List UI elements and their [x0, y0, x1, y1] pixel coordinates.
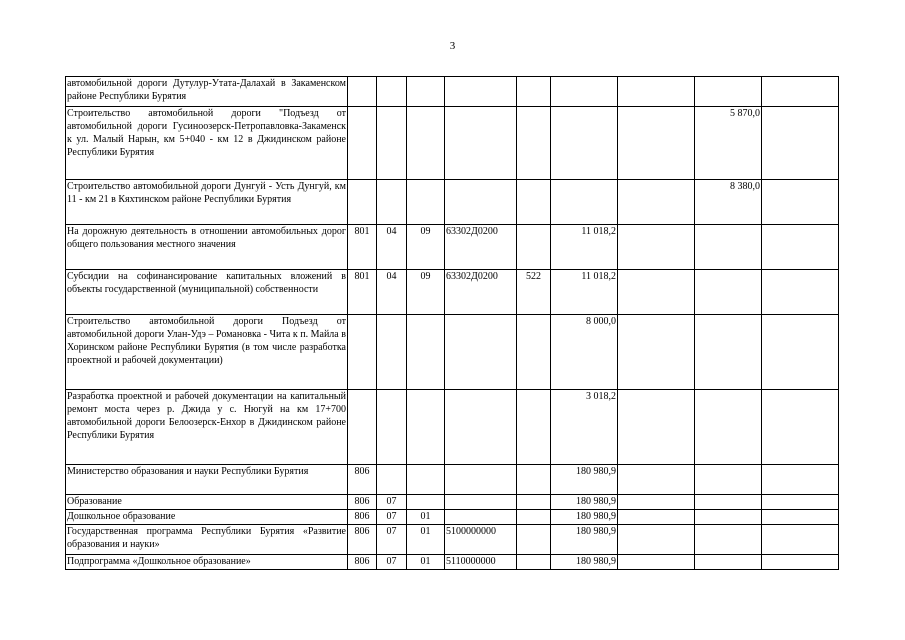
amount-cell	[551, 77, 618, 107]
amount-cell	[551, 107, 618, 180]
section-code-cell	[377, 77, 407, 107]
subsection-code-cell: 01	[407, 555, 445, 570]
program-code-cell	[445, 180, 517, 225]
item-name-cell: Строительство автомобильной дороги Дунгуй - Усть Дунгуй, км 11 - км 21 в Кяхтинском районе Республики Бурятия	[66, 180, 348, 225]
amount-cell	[695, 225, 762, 270]
section-code-cell	[377, 315, 407, 390]
item-name-cell: Строительство автомобильной дороги "Подъезд от автомобильной дороги Гусиноозерск-Петропавловка-Закаменск к ул. Малый Нарын, км 5+040 - км 12 в Джидинском районе Республики Бурятия	[66, 107, 348, 180]
section-code-cell	[377, 107, 407, 180]
expense-type-cell	[517, 225, 551, 270]
program-code-cell	[445, 315, 517, 390]
subsection-code-cell: 01	[407, 525, 445, 555]
ministry-code-cell: 806	[348, 495, 377, 510]
amount-cell: 8 380,0	[695, 180, 762, 225]
amount-cell	[762, 180, 839, 225]
table-row	[66, 107, 839, 180]
item-name-cell: Субсидии на софинансирование капитальных вложений в объекты государственной (муниципальной) собственности	[66, 270, 348, 315]
amount-cell	[695, 465, 762, 495]
ministry-code-cell: 806	[348, 525, 377, 555]
expense-type-cell	[517, 390, 551, 465]
ministry-code-cell: 801	[348, 225, 377, 270]
table-row	[66, 555, 839, 570]
amount-cell	[762, 510, 839, 525]
program-code-cell	[445, 510, 517, 525]
amount-cell	[762, 107, 839, 180]
ministry-code-cell	[348, 107, 377, 180]
amount-cell	[695, 495, 762, 510]
expense-type-cell	[517, 495, 551, 510]
program-code-cell: 5110000000	[445, 555, 517, 570]
amount-cell	[762, 77, 839, 107]
amount-cell	[618, 315, 695, 390]
subsection-code-cell: 01	[407, 510, 445, 525]
amount-cell: 11 018,2	[551, 225, 618, 270]
expense-type-cell	[517, 315, 551, 390]
section-code-cell: 07	[377, 510, 407, 525]
subsection-code-cell	[407, 77, 445, 107]
amount-cell	[695, 555, 762, 570]
amount-cell	[618, 465, 695, 495]
program-code-cell	[445, 495, 517, 510]
amount-cell	[762, 525, 839, 555]
ministry-code-cell: 806	[348, 555, 377, 570]
amount-cell	[762, 555, 839, 570]
subsection-code-cell	[407, 107, 445, 180]
subsection-code-cell	[407, 390, 445, 465]
section-code-cell	[377, 390, 407, 465]
amount-cell	[762, 315, 839, 390]
expense-type-cell	[517, 555, 551, 570]
table-row	[66, 77, 839, 107]
amount-cell	[618, 510, 695, 525]
subsection-code-cell	[407, 495, 445, 510]
amount-cell	[618, 525, 695, 555]
amount-cell	[618, 555, 695, 570]
table-row	[66, 180, 839, 225]
item-name-cell: Министерство образования и науки Республики Бурятия	[66, 465, 348, 495]
item-name-cell: На дорожную деятельность в отношении автомобильных дорог общего пользования местного значения	[66, 225, 348, 270]
subsection-code-cell	[407, 180, 445, 225]
program-code-cell: 5100000000	[445, 525, 517, 555]
amount-cell	[762, 465, 839, 495]
item-name-cell: Строительство автомобильной дороги Подъезд от автомобильной дороги Улан-Удэ – Романовка - Чита к п. Майла в Хоринском районе Республики Бурятия (в том числе разработка проектной и рабочей документации)	[66, 315, 348, 390]
amount-cell: 180 980,9	[551, 525, 618, 555]
amount-cell	[695, 510, 762, 525]
amount-cell	[695, 270, 762, 315]
amount-cell: 11 018,2	[551, 270, 618, 315]
section-code-cell	[377, 180, 407, 225]
amount-cell	[618, 107, 695, 180]
amount-cell	[695, 390, 762, 465]
item-name-cell: Государственная программа Республики Бурятия «Развитие образования и науки»	[66, 525, 348, 555]
ministry-code-cell	[348, 180, 377, 225]
amount-cell	[695, 77, 762, 107]
section-code-cell: 07	[377, 555, 407, 570]
ministry-code-cell: 806	[348, 510, 377, 525]
amount-cell	[618, 225, 695, 270]
section-code-cell	[377, 465, 407, 495]
expense-type-cell	[517, 525, 551, 555]
table-row	[66, 390, 839, 465]
amount-cell	[762, 270, 839, 315]
subsection-code-cell	[407, 465, 445, 495]
ministry-code-cell: 806	[348, 465, 377, 495]
program-code-cell: 63302Д0200	[445, 270, 517, 315]
table-row	[66, 270, 839, 315]
item-name-cell: Подпрограмма «Дошкольное образование»	[66, 555, 348, 570]
amount-cell	[618, 77, 695, 107]
subsection-code-cell: 09	[407, 270, 445, 315]
amount-cell: 180 980,9	[551, 555, 618, 570]
section-code-cell: 07	[377, 495, 407, 510]
amount-cell: 180 980,9	[551, 510, 618, 525]
ministry-code-cell: 801	[348, 270, 377, 315]
ministry-code-cell	[348, 390, 377, 465]
expense-type-cell	[517, 180, 551, 225]
table-row	[66, 465, 839, 495]
program-code-cell	[445, 390, 517, 465]
amount-cell: 180 980,9	[551, 465, 618, 495]
table-row	[66, 225, 839, 270]
table-row	[66, 525, 839, 555]
amount-cell: 8 000,0	[551, 315, 618, 390]
expense-type-cell	[517, 465, 551, 495]
program-code-cell	[445, 77, 517, 107]
section-code-cell: 07	[377, 525, 407, 555]
amount-cell	[618, 270, 695, 315]
expense-type-cell	[517, 107, 551, 180]
item-name-cell: Дошкольное образование	[66, 510, 348, 525]
section-code-cell: 04	[377, 225, 407, 270]
expense-type-cell: 522	[517, 270, 551, 315]
subsection-code-cell	[407, 315, 445, 390]
item-name-cell: Образование	[66, 495, 348, 510]
ministry-code-cell	[348, 77, 377, 107]
amount-cell	[762, 495, 839, 510]
amount-cell	[762, 390, 839, 465]
amount-cell: 3 018,2	[551, 390, 618, 465]
section-code-cell: 04	[377, 270, 407, 315]
amount-cell: 180 980,9	[551, 495, 618, 510]
table-row	[66, 315, 839, 390]
table-row	[66, 510, 839, 525]
table-row	[66, 495, 839, 510]
amount-cell	[618, 180, 695, 225]
subsection-code-cell: 09	[407, 225, 445, 270]
budget-table	[65, 76, 839, 570]
amount-cell	[762, 225, 839, 270]
item-name-cell: автомобильной дороги Дутулур-Утата-Далахай в Закаменском районе Республики Бурятия	[66, 77, 348, 107]
expense-type-cell	[517, 77, 551, 107]
amount-cell: 5 870,0	[695, 107, 762, 180]
program-code-cell	[445, 465, 517, 495]
page-number: 3	[449, 40, 456, 52]
item-name-cell: Разработка проектной и рабочей документации на капитальный ремонт моста через р. Джида у с. Нюгуй на км 17+700 автомобильной дороги Белоозерск-Енхор в Джидинском районе Республики Бурятия	[66, 390, 348, 465]
program-code-cell	[445, 107, 517, 180]
amount-cell	[695, 315, 762, 390]
amount-cell	[551, 180, 618, 225]
ministry-code-cell	[348, 315, 377, 390]
amount-cell	[618, 390, 695, 465]
expense-type-cell	[517, 510, 551, 525]
amount-cell	[618, 495, 695, 510]
amount-cell	[695, 525, 762, 555]
program-code-cell: 63302Д0200	[445, 225, 517, 270]
